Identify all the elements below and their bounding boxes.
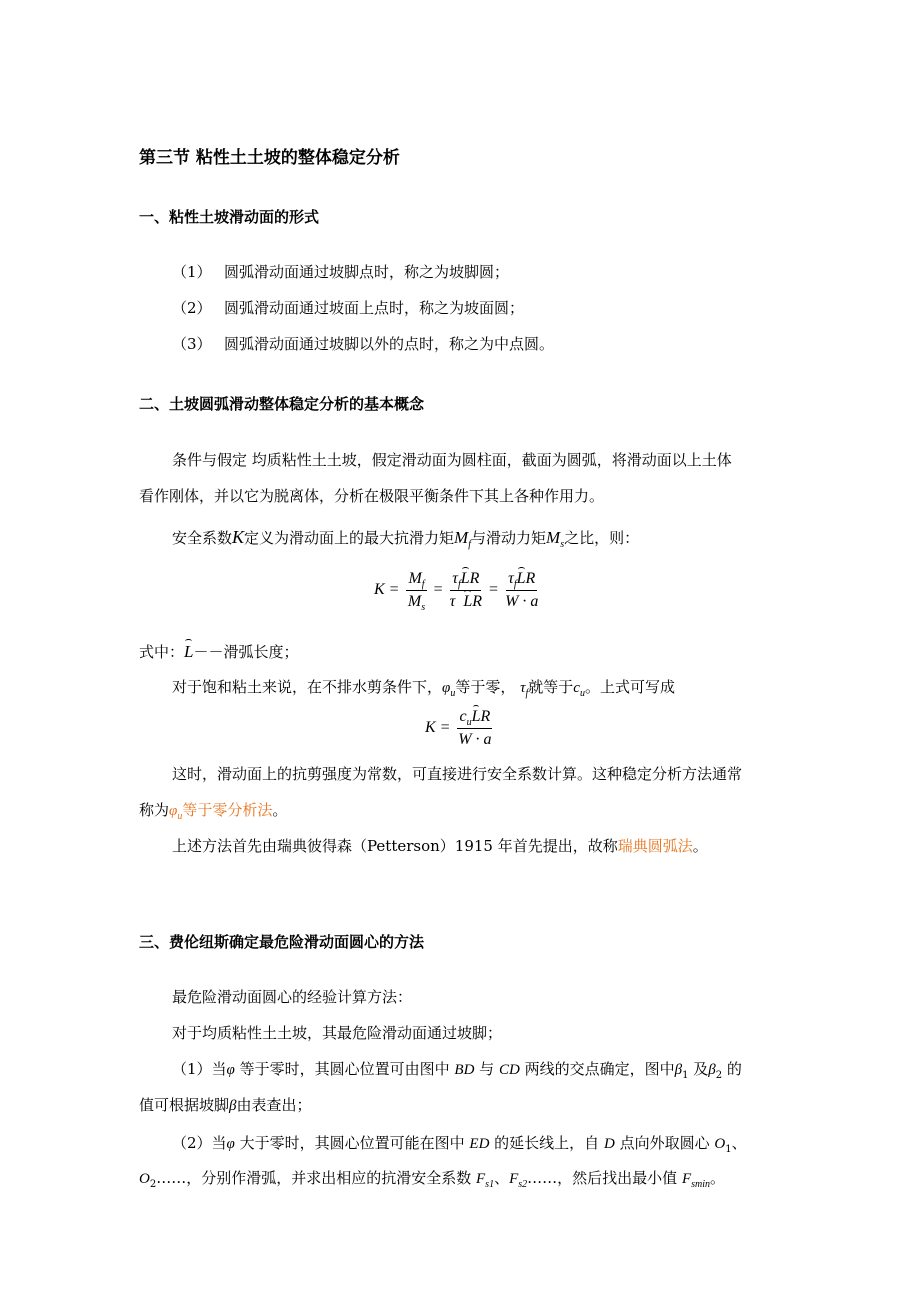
text: 、 xyxy=(731,1134,747,1152)
heading-slip-surface-forms: 一、粘性土坡滑动面的形式 xyxy=(139,208,320,226)
symbol-O: O xyxy=(714,1136,726,1152)
fraction-moments xyxy=(406,570,426,614)
symbol-CD: CD xyxy=(498,1062,520,1078)
list-item-number: （1） xyxy=(172,263,212,281)
symbol-R: R xyxy=(469,570,480,587)
fraction-numerator xyxy=(457,708,492,729)
text: 定义为滑动面上的最大抗滑力矩 xyxy=(244,529,455,547)
symbol-R: R xyxy=(472,593,483,610)
paragraph-homogeneous: 对于均质粘性土土坡，其最危险滑动面通过坡脚； xyxy=(172,1024,503,1042)
subscript: s2 xyxy=(518,1179,528,1190)
formula-undrained xyxy=(425,708,495,749)
symbol-K: K xyxy=(232,527,245,547)
fraction-denominator: W · a xyxy=(505,593,539,610)
text: 与 xyxy=(474,1060,499,1078)
fraction-stresses xyxy=(450,570,482,611)
subscript: s xyxy=(421,602,426,614)
subscript: 2 xyxy=(715,1070,723,1081)
text: 值可根据坡脚 xyxy=(139,1096,230,1114)
method-link-phi-zero[interactable]: 等于零分析法 xyxy=(182,801,273,819)
text: 等于零， xyxy=(455,678,516,696)
section-title: 第三节 粘性土土坡的整体稳定分析 xyxy=(139,148,400,168)
paragraph-assumptions-line1: 条件与假定 均质粘性土土坡，假定滑动面为圆柱面，截面为圆弧，将滑动面以上土体 xyxy=(172,451,732,469)
symbol-BD: BD xyxy=(454,1062,475,1078)
formula-safety-factor xyxy=(374,570,541,614)
heading-basic-concepts: 二、土坡圆弧滑动整体稳定分析的基本概念 xyxy=(139,395,425,413)
paragraph-constant-strength-line1: 这时，滑动面上的抗剪强度为常数，可直接进行安全系数计算。这种稳定分析方法通常 xyxy=(172,765,743,783)
text: （1）当 xyxy=(172,1060,227,1078)
heading-fellenius-method: 三、费伦纽斯确定最危险滑动面圆心的方法 xyxy=(139,933,425,951)
paragraph-petterson xyxy=(172,836,708,856)
text: 。 xyxy=(692,837,708,855)
text: ……，分别作滑弧，并求出相应的抗滑安全系数 xyxy=(156,1169,476,1187)
list-item-number: （2） xyxy=(172,299,212,317)
symbol-F: F xyxy=(681,1171,692,1187)
symbol-ED: ED xyxy=(469,1136,490,1152)
symbol-phi: φ xyxy=(226,1062,235,1078)
text: 。上式可写成 xyxy=(584,678,675,696)
subscript: u xyxy=(177,811,183,822)
text: 安全系数 xyxy=(172,529,233,547)
text: 点向外取圆心 xyxy=(614,1134,715,1152)
symbol-phi: φ xyxy=(442,680,451,696)
paragraph-case-phi-zero xyxy=(172,1059,742,1080)
symbol-R: R xyxy=(525,570,536,587)
formula-lhs: K = xyxy=(374,581,400,599)
text: 。 xyxy=(710,1169,726,1187)
text: 就等于 xyxy=(528,678,574,696)
paragraph-case-phi-zero-line2 xyxy=(139,1095,312,1116)
fraction-undrained xyxy=(457,708,492,749)
text: 等于零时，其圆心位置可由图中 xyxy=(234,1060,455,1078)
text: 、 xyxy=(494,1169,510,1187)
subscript: u xyxy=(450,688,456,699)
subscript: f xyxy=(468,539,471,550)
text: 与滑动力矩 xyxy=(471,529,547,547)
text: －－滑弧长度； xyxy=(193,643,299,661)
fraction-numerator xyxy=(506,570,537,591)
subscript: f xyxy=(421,579,425,591)
fraction-numerator xyxy=(406,570,426,591)
symbol-tau: τ xyxy=(508,570,514,587)
symbol-M: M xyxy=(408,570,422,587)
symbol-L-arc: L xyxy=(463,593,473,610)
fraction-numerator xyxy=(450,570,481,591)
subscript: smin xyxy=(691,1179,711,1190)
symbol-c: c xyxy=(459,708,467,725)
symbol-tau: τ xyxy=(520,680,526,696)
subscript: 1 xyxy=(682,1070,689,1081)
subscript: u xyxy=(579,688,585,699)
fraction-denominator xyxy=(407,591,426,614)
text: 上述方法首先由瑞典彼得森（Petterson）1915 年首先提出，故称 xyxy=(172,837,618,855)
text: 大于零时，其圆心位置可能在图中 xyxy=(234,1134,470,1152)
text: 的延长线上，自 xyxy=(489,1134,604,1152)
subscript: s xyxy=(560,539,565,550)
symbol-F: F xyxy=(476,1171,486,1187)
paragraph-safety-factor xyxy=(172,527,639,548)
formula-lhs: K = xyxy=(425,719,451,737)
text: 由表查出； xyxy=(236,1096,312,1114)
paragraph-where xyxy=(139,642,299,662)
text: 称为 xyxy=(139,801,170,819)
symbol-F: F xyxy=(509,1171,519,1187)
fraction-weight xyxy=(505,570,538,611)
symbol-M: M xyxy=(407,593,422,610)
text: 之比，则： xyxy=(564,529,640,547)
symbol-beta: β xyxy=(674,1062,683,1078)
list-item-text: 圆弧滑动面通过坡面上点时，称之为坡面圆； xyxy=(224,299,525,317)
list-item-number: （3） xyxy=(172,335,212,353)
symbol-L-arc: L xyxy=(460,570,470,587)
subscript: s1 xyxy=(485,1179,495,1190)
symbol-M: M xyxy=(454,528,469,547)
symbol-R: R xyxy=(480,708,491,725)
subscript: f xyxy=(525,688,529,699)
text: 式中： xyxy=(139,643,185,661)
subscript: f xyxy=(513,579,517,591)
subscript: u xyxy=(466,717,472,729)
list-item xyxy=(172,262,509,282)
fraction-denominator xyxy=(450,591,482,611)
list-item xyxy=(172,334,554,354)
text: （2）当 xyxy=(172,1134,227,1152)
symbol-L-arc: L xyxy=(516,570,526,587)
subscript: f xyxy=(457,579,461,591)
symbol-tau: τ xyxy=(452,570,458,587)
symbol-O: O xyxy=(139,1171,150,1187)
text: 对于饱和粘土来说，在不排水剪条件下， xyxy=(172,678,443,696)
paragraph-constant-strength-line2 xyxy=(139,800,287,821)
text: 及 xyxy=(688,1060,709,1078)
symbol-beta: β xyxy=(229,1098,237,1114)
list-item xyxy=(172,298,524,318)
list-item-text: 圆弧滑动面通过坡脚以外的点时，称之为中点圆。 xyxy=(224,335,555,353)
equals-sign: = xyxy=(489,581,499,599)
symbol-L-arc: L xyxy=(184,642,194,661)
paragraph-assumptions-line2: 看作刚体，并以它为脱离体，分析在极限平衡条件下其上各种作用力。 xyxy=(139,487,605,505)
method-link-swedish-circle[interactable]: 瑞典圆弧法 xyxy=(617,837,693,855)
text: 。 xyxy=(272,801,288,819)
symbol-beta: β xyxy=(708,1062,716,1078)
symbol-tau: τ xyxy=(449,593,456,610)
subscript: 1 xyxy=(725,1144,732,1155)
text: ……，然后找出最小值 xyxy=(527,1169,682,1187)
subscript: 2 xyxy=(149,1179,157,1190)
symbol-c: c xyxy=(573,680,580,696)
paragraph-empirical: 最危险滑动面圆心的经验计算方法： xyxy=(172,988,413,1006)
list-item-text: 圆弧滑动面通过坡脚点时，称之为坡脚圆； xyxy=(224,263,510,281)
paragraph-case-phi-positive xyxy=(172,1133,747,1154)
symbol-phi: φ xyxy=(169,803,178,819)
text: 两线的交点确定，图中 xyxy=(519,1060,675,1078)
symbol-D: D xyxy=(603,1136,615,1152)
symbol-M: M xyxy=(546,528,561,547)
symbol-phi: φ xyxy=(226,1136,235,1152)
text: 的 xyxy=(722,1060,742,1078)
fraction-denominator: W · a xyxy=(458,731,492,748)
paragraph-saturated-clay xyxy=(172,677,675,698)
symbol-L-arc: L xyxy=(471,708,481,725)
paragraph-case-phi-positive-line2 xyxy=(139,1168,725,1189)
equals-sign: = xyxy=(433,581,443,599)
